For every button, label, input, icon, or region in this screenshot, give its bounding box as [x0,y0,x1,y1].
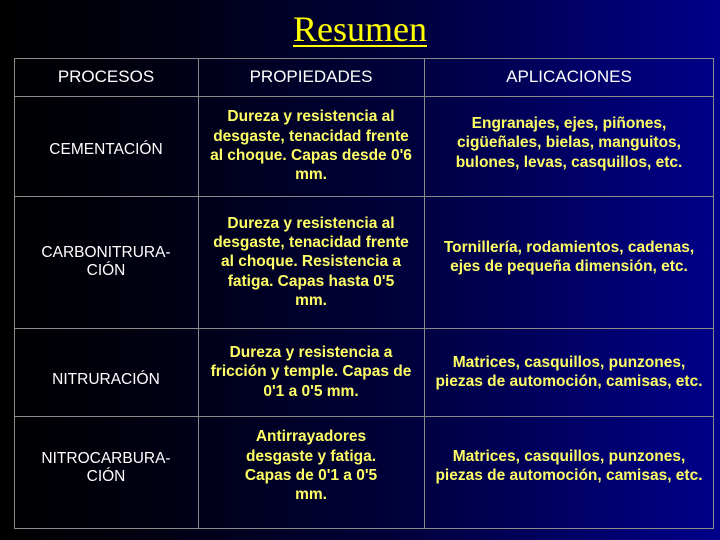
applications-carbonitruracion: Tornillería, rodamientos, cadenas, ejes de pequeña dimensión, etc. [443,238,695,275]
properties-cementacion: Dureza y resistencia al desgaste, tenacidad frente al choque. Capas desde 0'6 mm. [210,108,412,184]
applications-cementacion: Engranajes, ejes, piñones, cigüeñales, bielas, manguitos, bulones, levas, casquillos, etc. [455,114,683,171]
header-propiedades: PROPIEDADES [249,67,373,86]
process-carbonitruracion: CARBONITRURA-CIÓN [41,244,171,279]
properties-carbonitruracion: Dureza y resistencia al desgaste, tenacidad frente al choque. Resistencia a fatiga. Capas hasta 0'5 mm. [213,214,409,310]
applications-nitruracion: Matrices, casquillos, punzones, piezas de automoción, camisas, etc. [435,353,703,390]
properties-nitrocarburacion: Antirrayadores desgaste y fatiga. Capas de 0'1 a 0'5 mm. [244,428,378,504]
slide-title: Resumen [293,9,427,49]
header-aplicaciones: APLICACIONES [506,67,632,86]
summary-table [14,58,714,528]
properties-nitruracion: Dureza y resistencia a fricción y temple. Capas de 0'1 a 0'5 mm. [210,343,412,400]
applications-nitrocarburacion: Matrices, casquillos, punzones, piezas de automoción, camisas, etc. [435,447,703,484]
process-nitruracion: NITRURACIÓN [52,371,160,388]
table-border-bottom [14,528,714,529]
process-cementacion: CEMENTACIÓN [49,141,163,158]
process-nitrocarburacion: NITROCARBURA-CIÓN [41,450,171,485]
header-procesos: PROCESOS [57,67,155,86]
